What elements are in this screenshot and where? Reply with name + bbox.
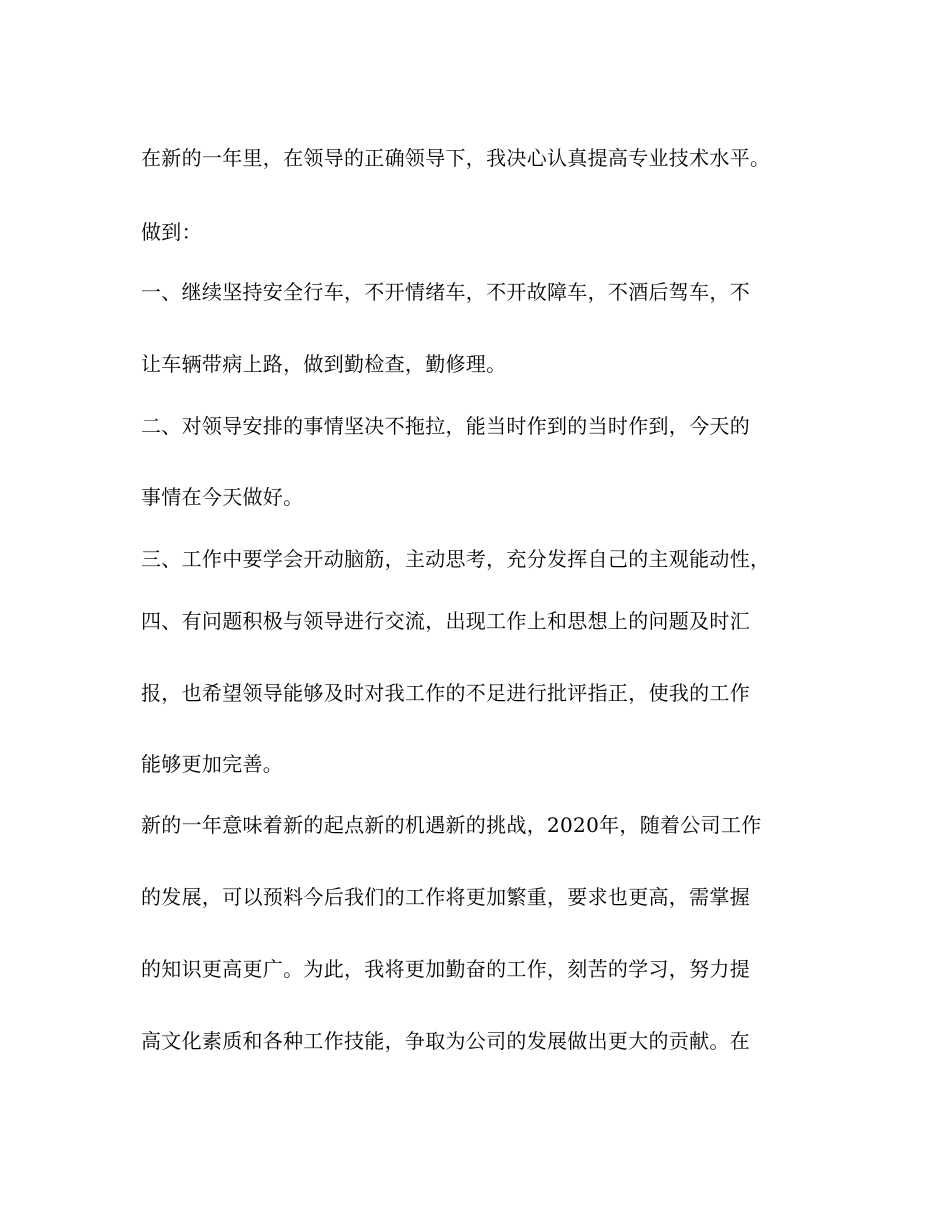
- text-line: 能够更加完善。: [141, 752, 284, 776]
- text-line: 在新的一年里，在领导的正确领导下，我决心认真提高专业技术水平。: [141, 146, 771, 170]
- text-line: 的知识更高更广。为此，我将更加勤奋的工作，刻苦的学习，努力提: [141, 957, 750, 981]
- text-line: 三、工作中要学会开动脑筋，主动思考，充分发挥自己的主观能动性，: [141, 547, 771, 571]
- text-line: 二、对领导安排的事情坚决不拖拉，能当时作到的当时作到，今天的: [141, 414, 750, 438]
- text-line: 的发展，可以预料今后我们的工作将更加繁重，要求也更高，需掌握: [141, 885, 750, 909]
- text-line: 事情在今天做好。: [141, 485, 304, 509]
- text-line: 新的一年意味着新的起点新的机遇新的挑战，2020年，随着公司工作: [141, 813, 762, 837]
- text-line: 四、有问题积极与领导进行交流，出现工作上和思想上的问题及时汇: [141, 609, 750, 633]
- text-line: 报，也希望领导能够及时对我工作的不足进行批评指正，使我的工作: [141, 681, 750, 705]
- text-line: 一、继续坚持安全行车，不开情绪车，不开故障车，不酒后驾车，不: [141, 280, 750, 304]
- text-line: 高文化素质和各种工作技能，争取为公司的发展做出更大的贡献。在: [141, 1029, 750, 1053]
- text-line: 做到：: [141, 220, 202, 244]
- text-line: 让车辆带病上路，做到勤检查，勤修理。: [141, 352, 507, 376]
